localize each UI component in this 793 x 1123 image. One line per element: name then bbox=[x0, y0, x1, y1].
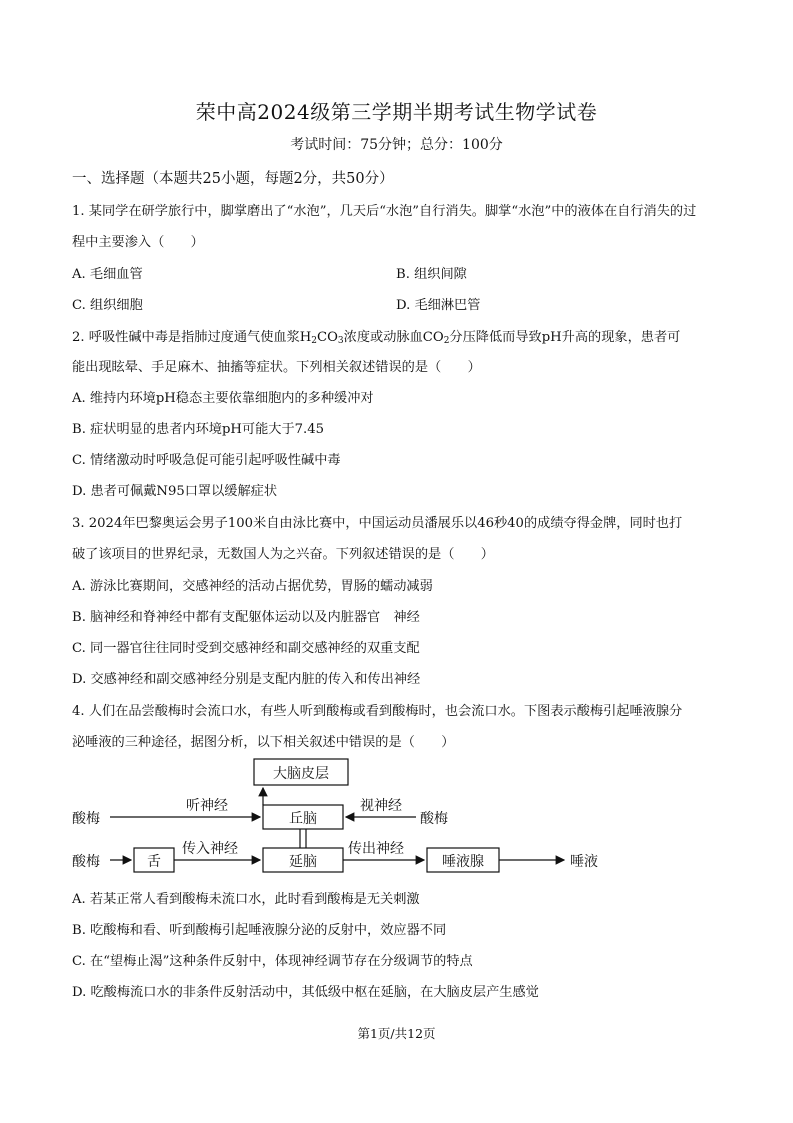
q1-option-c: C. 组织细胞 bbox=[72, 298, 143, 313]
label-tongue: 舌 bbox=[147, 854, 161, 870]
label-thalamus: 丘脑 bbox=[289, 811, 317, 827]
exam-title: 荣中高2024级第三学期半期考试生物学试卷 bbox=[195, 100, 598, 124]
label-plum-right-top: 酸梅 bbox=[420, 811, 448, 827]
q2-sub-1: 2 bbox=[311, 336, 318, 346]
q2-stem-line1 bbox=[72, 326, 680, 346]
label-plum-left-top: 酸梅 bbox=[72, 811, 100, 827]
q3-stem-line1: 3. 2024年巴黎奥运会男子100米自由泳比赛中，中国运动员潘展乐以46秒40的成绩夺得金牌，同时也打 bbox=[72, 516, 683, 531]
label-efferent-nerve: 传出神经 bbox=[348, 841, 404, 857]
q3-option-b: B. 脑神经和脊神经中都有支配躯体运动以及内脏器官 神经 bbox=[72, 610, 420, 625]
label-auditory-nerve: 听神经 bbox=[186, 798, 228, 814]
q2-stem-line2: 能出现眩晕、手足麻木、抽搐等症状。下列相关叙述错误的是（ ） bbox=[72, 360, 481, 375]
label-plum-left-bottom: 酸梅 bbox=[72, 854, 100, 870]
exam-subtitle: 考试时间：75分钟；总分：100分 bbox=[290, 137, 503, 153]
q4-stem-line2: 泌唾液的三种途径，据图分析，以下相关叙述中错误的是（ ） bbox=[72, 735, 455, 750]
q4-option-a: A. 若某正常人看到酸梅未流口水，此时看到酸梅是无关刺激 bbox=[72, 892, 420, 907]
q1-stem-line1: 1. 某同学在研学旅行中，脚掌磨出了“水泡”，几天后“水泡”自行消失。脚掌“水泡”中的液体在自行消失的过 bbox=[72, 204, 697, 219]
label-cortex: 大脑皮层 bbox=[273, 766, 329, 782]
q1-option-a: A. 毛细血管 bbox=[72, 267, 143, 282]
q2-option-b: B. 症状明显的患者内环境pH可能大于7.45 bbox=[72, 422, 325, 437]
q3-option-d: D. 交感神经和副交感神经分别是支配内脏的传入和传出神经 bbox=[72, 672, 421, 687]
q4-option-d: D. 吃酸梅流口水的非条件反射活动中，其低级中枢在延脑，在大脑皮层产生感觉 bbox=[72, 985, 539, 1000]
q4-stem-line1: 4. 人们在品尝酸梅时会流口水，有些人听到酸梅或看到酸梅时，也会流口水。下图表示酸梅引起唾液腺分 bbox=[72, 704, 683, 719]
label-afferent-nerve: 传入神经 bbox=[182, 841, 238, 857]
q4-option-c: C. 在“望梅止渴”这种条件反射中，体现神经调节存在分级调节的特点 bbox=[72, 954, 473, 969]
q2-option-c: C. 情绪激动时呼吸急促可能引起呼吸性碱中毒 bbox=[72, 453, 341, 468]
saliva-pathway-diagram bbox=[72, 756, 632, 876]
page-number: 第1页/共12页 bbox=[357, 1026, 436, 1041]
q2-sub-2: 3 bbox=[337, 336, 344, 346]
label-medulla: 延脑 bbox=[289, 854, 317, 870]
label-saliva: 唾液 bbox=[570, 854, 598, 870]
q1-option-b: B. 组织间隙 bbox=[396, 267, 467, 282]
q2-stem-part1: 2. 呼吸性碱中毒是指肺过度通气使血浆H bbox=[72, 330, 312, 345]
q3-stem-line2: 破了该项目的世界纪录，无数国人为之兴奋。下列叙述错误的是（ ） bbox=[72, 547, 494, 562]
q2-option-d: D. 患者可佩戴N95口罩以缓解症状 bbox=[72, 484, 278, 499]
q1-stem-line2: 程中主要渗入（ ） bbox=[72, 235, 204, 250]
q2-stem-part2: CO bbox=[317, 330, 338, 345]
q4-option-b: B. 吃酸梅和看、听到酸梅引起唾液腺分泌的反射中，效应器不同 bbox=[72, 923, 447, 938]
q3-option-a: A. 游泳比赛期间，交感神经的活动占据优势，胃肠的蠕动减弱 bbox=[72, 579, 433, 594]
q3-option-c: C. 同一器官往往同时受到交感神经和副交感神经的双重支配 bbox=[72, 641, 420, 656]
label-optic-nerve: 视神经 bbox=[360, 798, 402, 814]
q2-stem-part3: 浓度或动脉血CO bbox=[343, 330, 444, 345]
q2-stem-part4: 分压降低而导致pH升高的现象，患者可 bbox=[449, 330, 681, 345]
section-heading: 一、选择题（本题共25小题，每题2分，共50分） bbox=[72, 171, 394, 187]
q2-option-a: A. 维持内环境pH稳态主要依靠细胞内的多种缓冲对 bbox=[72, 391, 374, 406]
q2-sub-3: 2 bbox=[443, 336, 450, 346]
label-gland: 唾液腺 bbox=[442, 854, 484, 870]
q1-option-d: D. 毛细淋巴管 bbox=[396, 298, 481, 313]
